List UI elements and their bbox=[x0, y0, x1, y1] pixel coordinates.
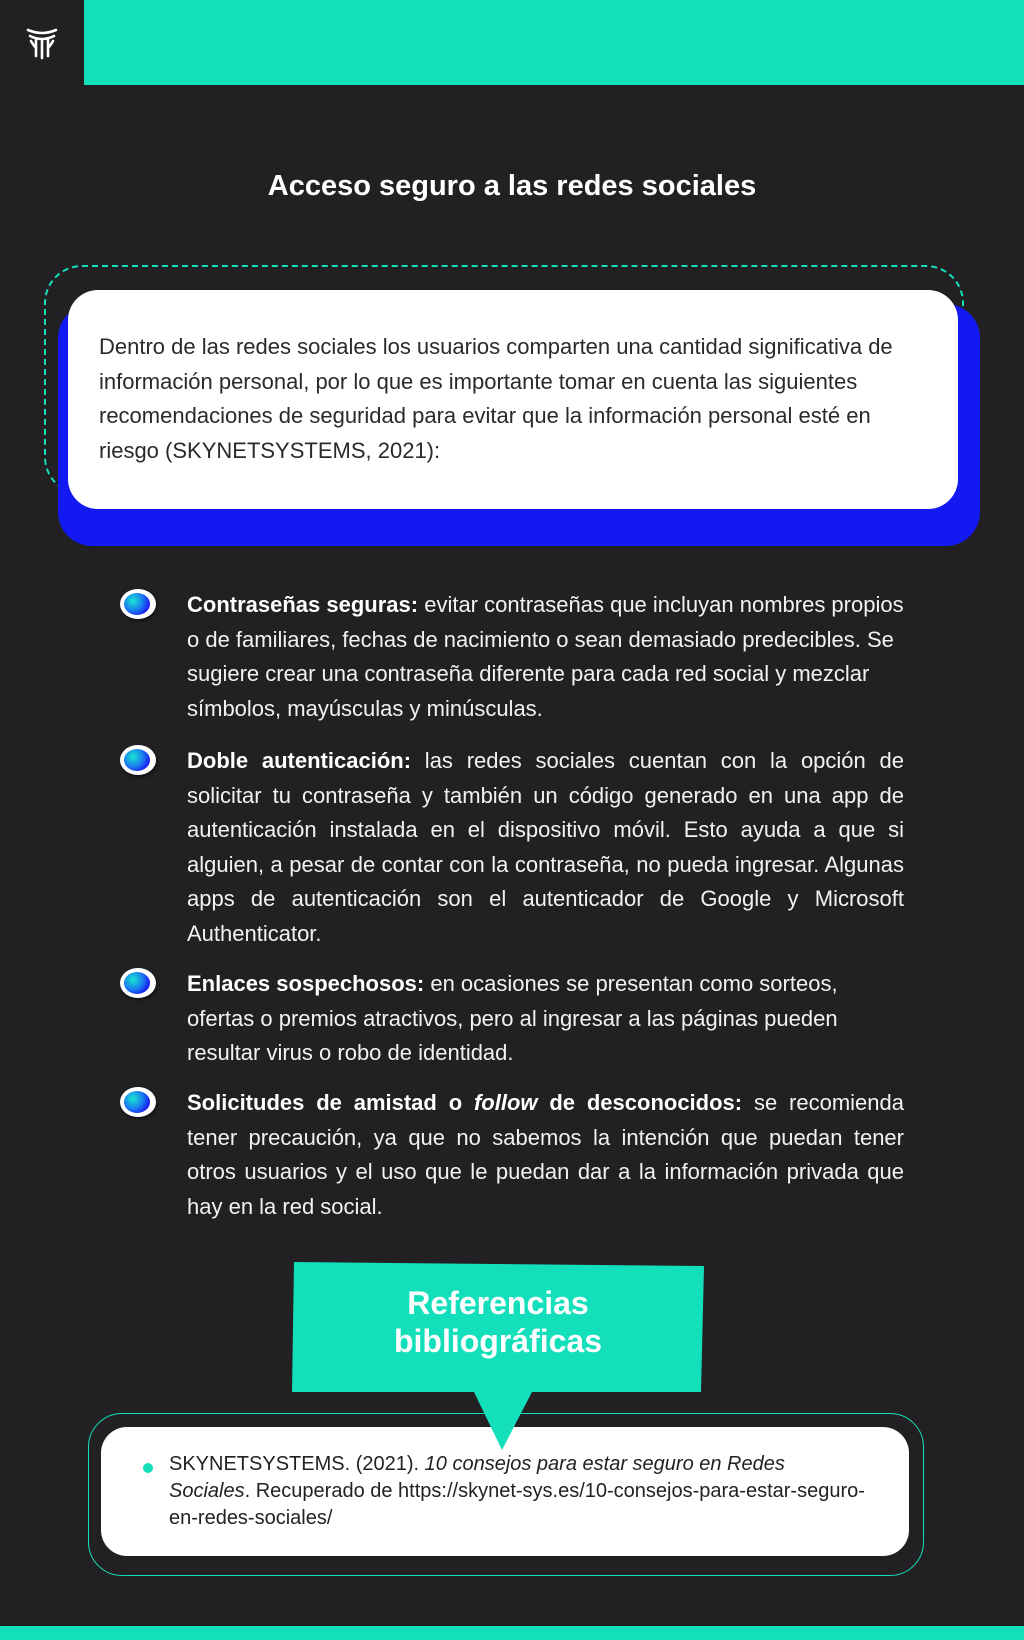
references-heading-line: Referencias bbox=[407, 1285, 589, 1321]
tip-item-autenticacion bbox=[118, 744, 904, 967]
bullet-icon bbox=[120, 745, 156, 775]
tip-item-enlaces bbox=[118, 967, 904, 1086]
references-heading-line: bibliográficas bbox=[393, 1323, 603, 1359]
bullet-icon bbox=[120, 589, 156, 619]
reference-entry bbox=[169, 1451, 869, 1532]
tip-item-solicitudes bbox=[118, 1086, 904, 1224]
tip-label: Contraseñas seguras: bbox=[187, 592, 419, 617]
page-title: Acceso seguro a las redes sociales bbox=[267, 170, 757, 202]
footer-band bbox=[0, 1626, 1024, 1640]
header-band bbox=[84, 0, 1024, 85]
tip-paragraph bbox=[187, 967, 904, 1071]
tip-label: Doble autenticación: bbox=[187, 748, 412, 773]
tip-text: se recomienda tener precaución, ya que no sabemos la intención que puedan tener otros usuarios y el uso que le puedan dar a la información privada que hay en la red social. bbox=[187, 1090, 904, 1219]
tip-paragraph bbox=[187, 1086, 904, 1224]
tips-list bbox=[118, 588, 904, 1224]
reference-author: SKYNETSYSTEMS. (2021). bbox=[169, 1453, 425, 1475]
tip-paragraph bbox=[187, 588, 904, 726]
bullet-icon bbox=[120, 968, 156, 998]
tip-label: Enlaces sospechosos: bbox=[187, 971, 425, 996]
tip-label bbox=[187, 1090, 742, 1115]
tip-paragraph bbox=[187, 744, 904, 951]
intro-card bbox=[68, 290, 958, 509]
tip-item-contrasenas bbox=[118, 588, 904, 744]
references-heading bbox=[292, 1284, 704, 1360]
reference-bullet-icon bbox=[143, 1463, 153, 1473]
bullet-icon bbox=[120, 1087, 156, 1117]
tip-label-part: Solicitudes de amistad o bbox=[187, 1090, 474, 1115]
reference-title: 10 consejos para estar seguro en Redes Sociales bbox=[169, 1453, 785, 1502]
tip-label-italic: follow bbox=[473, 1090, 538, 1115]
tip-label-part: de desconocidos: bbox=[537, 1090, 743, 1115]
brand-logo-icon bbox=[22, 22, 62, 62]
tip-text: evitar contraseñas que incluyan nombres propios o de familiares, fechas de nacimiento o sean demasiado predecibles. Se sugiere crear una contraseña diferente para cada red social y mezclar símbolos, mayúsculas y minúsculas. bbox=[187, 592, 904, 721]
tip-text: en ocasiones se presentan como sorteos, ofertas o premios atractivos, pero al ingresar a las páginas pueden resultar virus o robo de identidad. bbox=[187, 971, 838, 1065]
reference-source: . Recuperado de https://skynet-sys.es/10-consejos-para-estar-seguro-en-redes-sociales/ bbox=[169, 1480, 865, 1529]
tip-text: las redes sociales cuentan con la opción de solicitar tu contraseña y también un código generado en una app de autenticación instalada en el dispositivo móvil. Esto ayuda a que si alguien, a pesar de contar con la contraseña, no pueda ingresar. Algunas apps de autenticación son el autenticador de Google y Microsoft Authenticator. bbox=[187, 748, 905, 946]
intro-text: Dentro de las redes sociales los usuarios comparten una cantidad significativa de información personal, por lo que es importante tomar en cuenta las siguientes recomendaciones de seguridad para evitar que la información personal esté en riesgo (SKYNETSYSTEMS, 2021): bbox=[99, 334, 893, 463]
